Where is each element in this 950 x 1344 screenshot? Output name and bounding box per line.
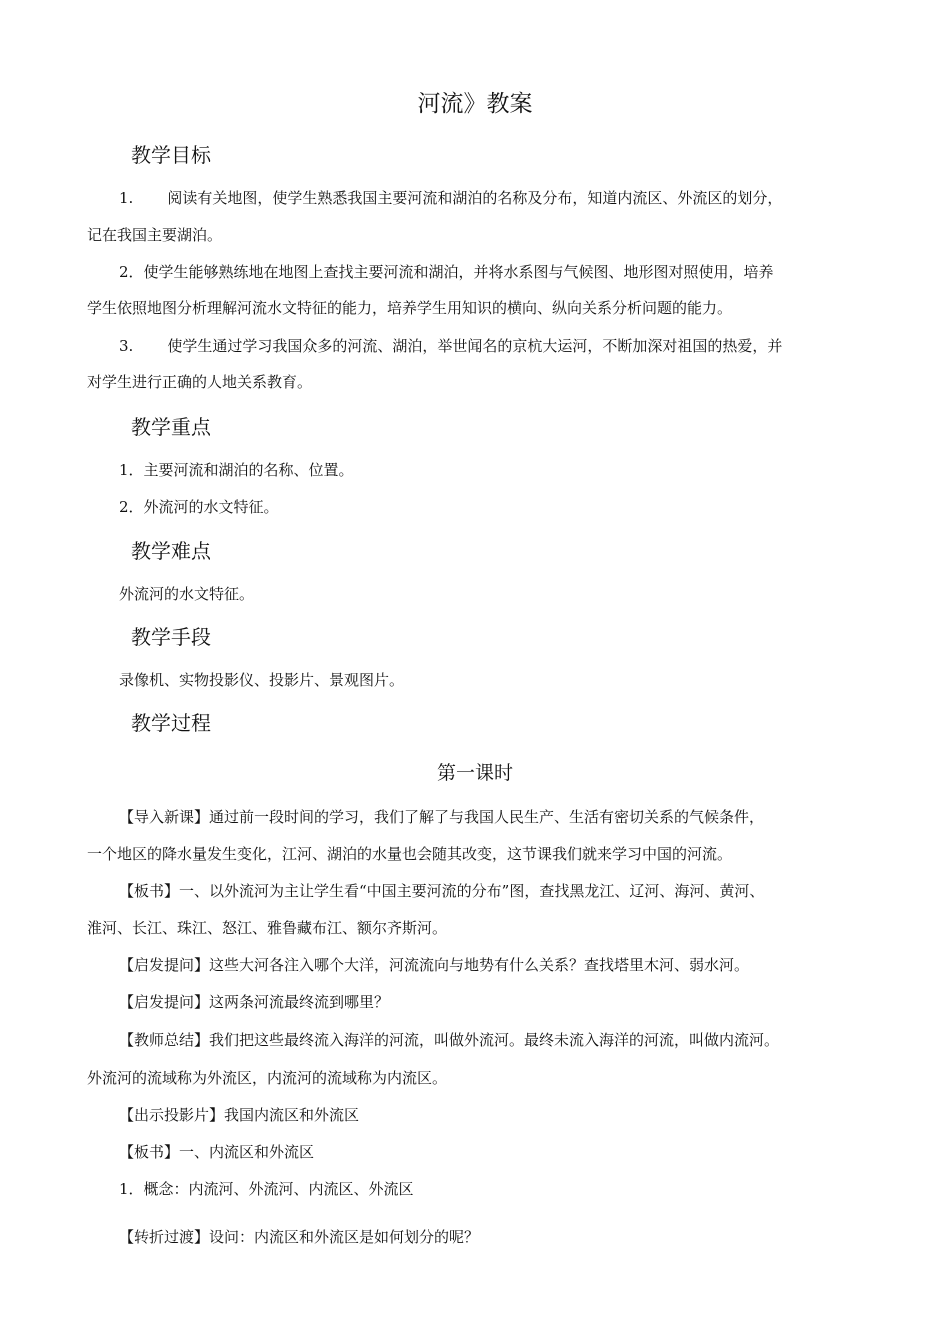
objective-3-text: 使学生通过学习我国众多的河流、湖泊，举世闻名的京杭大运河，不断加深对祖国的热爱，并 [167,337,783,355]
process-line: 【导入新课】通过前一段时间的学习，我们了解了与我国人民生产、生活有密切关系的气候条件， [119,808,765,826]
objective-3-number: 3. [119,337,134,355]
process-line: 【出示投影片】我国内流区和外流区 [119,1106,360,1124]
means-text: 录像机、实物投影仪、投影片、景观图片。 [119,671,405,689]
process-line: 淮河、长江、珠江、怒江、雅鲁藏布江、额尔齐斯河。 [87,919,448,937]
heading-key-points: 教学重点 [131,415,211,439]
process-line: 【启发提问】这些大河各注入哪个大洋，河流流向与地势有什么关系？查找塔里木河、弱水河。 [119,956,750,974]
document-title: 河流》教案 [417,91,533,117]
process-line: 【教师总结】我们把这些最终流入海洋的河流，叫做外流河。最终未流入海洋的河流，叫做内流河。 [119,1031,780,1049]
process-line: 外流河的流域称为外流区，内流河的流域称为内流区。 [87,1069,448,1087]
process-line: 一个地区的降水量发生变化，江河、湖泊的水量也会随其改变，这节课我们就来学习中国的河流。 [87,845,733,863]
lesson-title: 第一课时 [436,762,513,784]
process-line: 1．概念：内流河、外流河、内流区、外流区 [119,1180,414,1198]
objective-2-line-2: 学生依照地图分析理解河流水文特征的能力，培养学生用知识的横向、纵向关系分析问题的能力。 [87,299,733,317]
process-line: 【转折过渡】设问：内流区和外流区是如何划分的呢？ [119,1228,480,1246]
objective-1-text: 阅读有关地图，使学生熟悉我国主要河流和湖泊的名称及分布，知道内流区、外流区的划分， [167,189,783,207]
objective-2-line-1: 2．使学生能够熟练地在地图上查找主要河流和湖泊，并将水系图与气候图、地形图对照使用，培养 [119,263,774,281]
objective-1-number: 1. [119,189,134,207]
process-line: 【板书】一、以外流河为主让学生看“中国主要河流的分布”图，查找黑龙江、辽河、海河、黄河、 [119,882,765,900]
objective-1-line-1 [119,187,782,209]
process-line: 【启发提问】这两条河流最终流到哪里？ [119,993,390,1011]
heading-process: 教学过程 [131,711,211,735]
key-point-1: 1．主要河流和湖泊的名称、位置。 [119,461,354,479]
process-line: 【板书】一、内流区和外流区 [119,1143,315,1161]
heading-difficulties: 教学难点 [131,539,211,563]
heading-objectives: 教学目标 [131,143,211,167]
heading-means: 教学手段 [131,625,211,649]
objective-3-line-1 [119,335,782,357]
difficulties-text: 外流河的水文特征。 [119,585,255,603]
key-point-2: 2．外流河的水文特征。 [119,498,279,516]
objective-3-line-2: 对学生进行正确的人地关系教育。 [87,373,313,391]
objective-1-line-2: 记在我国主要湖泊。 [87,226,223,244]
